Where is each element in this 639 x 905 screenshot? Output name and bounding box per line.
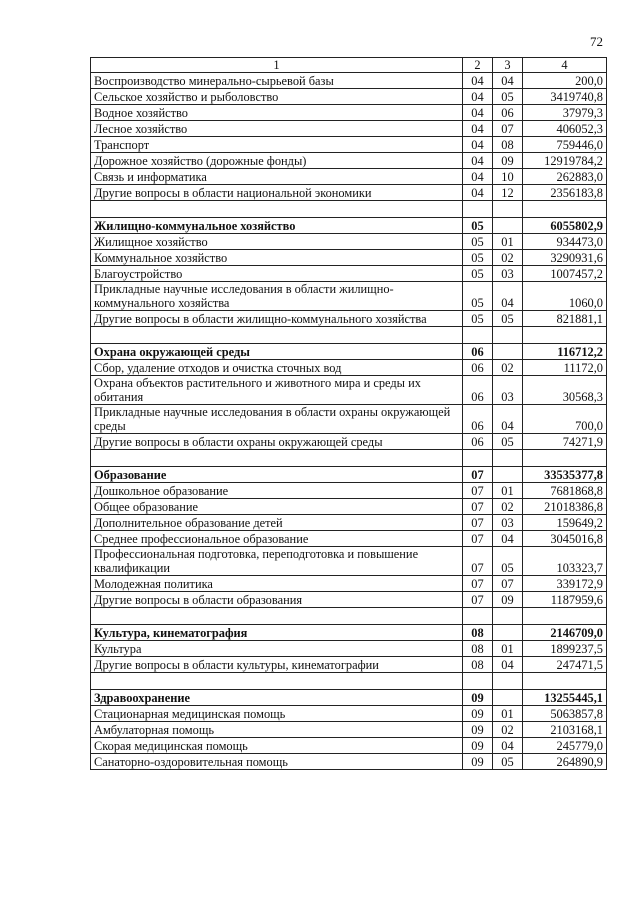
table-spacer-row xyxy=(91,201,607,218)
cell-section-code: 08 xyxy=(463,657,493,673)
empty-cell xyxy=(493,608,523,625)
cell-section-code: 04 xyxy=(463,137,493,153)
cell-amount: 3045016,8 xyxy=(523,531,607,547)
empty-cell xyxy=(493,673,523,690)
cell-section-code: 05 xyxy=(463,218,493,234)
table-row xyxy=(91,592,607,608)
cell-section-code: 04 xyxy=(463,169,493,185)
cell-subsection-code xyxy=(493,690,523,706)
cell-section-code: 05 xyxy=(463,282,493,311)
cell-section-code: 07 xyxy=(463,547,493,576)
table-row xyxy=(91,531,607,547)
table-row xyxy=(91,360,607,376)
cell-subsection-code: 08 xyxy=(493,137,523,153)
cell-section-code: 08 xyxy=(463,625,493,641)
cell-name: Молодежная политика xyxy=(91,576,463,592)
table-row xyxy=(91,153,607,169)
cell-section-code: 09 xyxy=(463,754,493,770)
cell-subsection-code: 05 xyxy=(493,547,523,576)
cell-name: Стационарная медицинская помощь xyxy=(91,706,463,722)
cell-amount: 6055802,9 xyxy=(523,218,607,234)
cell-amount: 759446,0 xyxy=(523,137,607,153)
cell-section-code: 07 xyxy=(463,483,493,499)
cell-section-code: 06 xyxy=(463,405,493,434)
table-row xyxy=(91,754,607,770)
empty-cell xyxy=(463,673,493,690)
cell-amount: 74271,9 xyxy=(523,434,607,450)
cell-name: Прикладные научные исследования в области охраны окружающей среды xyxy=(91,405,463,434)
table-spacer-row xyxy=(91,327,607,344)
cell-name: Сбор, удаление отходов и очистка сточных вод xyxy=(91,360,463,376)
table-row xyxy=(91,376,607,405)
cell-subsection-code: 03 xyxy=(493,266,523,282)
cell-subsection-code: 06 xyxy=(493,105,523,121)
cell-subsection-code: 02 xyxy=(493,499,523,515)
cell-subsection-code xyxy=(493,467,523,483)
cell-amount: 12919784,2 xyxy=(523,153,607,169)
section-row xyxy=(91,467,607,483)
cell-amount: 406052,3 xyxy=(523,121,607,137)
cell-section-code: 07 xyxy=(463,467,493,483)
table-row xyxy=(91,311,607,327)
empty-cell xyxy=(91,201,463,218)
cell-name: Общее образование xyxy=(91,499,463,515)
cell-subsection-code: 03 xyxy=(493,376,523,405)
header-col-section: 2 xyxy=(463,58,493,73)
table-row xyxy=(91,483,607,499)
cell-name: Здравоохранение xyxy=(91,690,463,706)
cell-section-code: 06 xyxy=(463,360,493,376)
cell-amount: 264890,9 xyxy=(523,754,607,770)
cell-subsection-code: 02 xyxy=(493,722,523,738)
cell-name: Скорая медицинская помощь xyxy=(91,738,463,754)
cell-amount: 159649,2 xyxy=(523,515,607,531)
table-row xyxy=(91,722,607,738)
cell-subsection-code: 09 xyxy=(493,153,523,169)
cell-amount: 245779,0 xyxy=(523,738,607,754)
table-row xyxy=(91,641,607,657)
cell-section-code: 07 xyxy=(463,499,493,515)
table-row xyxy=(91,105,607,121)
cell-amount: 11172,0 xyxy=(523,360,607,376)
cell-section-code: 07 xyxy=(463,576,493,592)
table-row xyxy=(91,499,607,515)
section-row xyxy=(91,218,607,234)
cell-amount: 21018386,8 xyxy=(523,499,607,515)
table-row xyxy=(91,185,607,201)
cell-amount: 13255445,1 xyxy=(523,690,607,706)
header-col-name: 1 xyxy=(91,58,463,73)
cell-section-code: 05 xyxy=(463,234,493,250)
budget-table xyxy=(90,57,607,770)
cell-section-code: 05 xyxy=(463,266,493,282)
cell-name: Охрана объектов растительного и животного мира и среды их обитания xyxy=(91,376,463,405)
empty-cell xyxy=(463,608,493,625)
header-col-amount: 4 xyxy=(523,58,607,73)
cell-name: Водное хозяйство xyxy=(91,105,463,121)
table-header-row xyxy=(91,58,607,73)
empty-cell xyxy=(463,201,493,218)
cell-amount: 3419740,8 xyxy=(523,89,607,105)
cell-name: Транспорт xyxy=(91,137,463,153)
cell-section-code: 04 xyxy=(463,153,493,169)
table-row xyxy=(91,250,607,266)
cell-name: Жилищно-коммунальное хозяйство xyxy=(91,218,463,234)
cell-name: Охрана окружающей среды xyxy=(91,344,463,360)
cell-section-code: 04 xyxy=(463,73,493,89)
cell-subsection-code: 07 xyxy=(493,121,523,137)
cell-section-code: 04 xyxy=(463,89,493,105)
cell-amount: 247471,5 xyxy=(523,657,607,673)
cell-amount: 1060,0 xyxy=(523,282,607,311)
cell-subsection-code: 04 xyxy=(493,405,523,434)
cell-amount: 821881,1 xyxy=(523,311,607,327)
empty-cell xyxy=(493,201,523,218)
table-body xyxy=(91,73,607,770)
cell-section-code: 08 xyxy=(463,641,493,657)
empty-cell xyxy=(463,327,493,344)
table-row xyxy=(91,547,607,576)
cell-name: Коммунальное хозяйство xyxy=(91,250,463,266)
cell-section-code: 06 xyxy=(463,376,493,405)
cell-subsection-code: 01 xyxy=(493,234,523,250)
cell-subsection-code: 05 xyxy=(493,89,523,105)
empty-cell xyxy=(91,450,463,467)
cell-name: Культура xyxy=(91,641,463,657)
cell-section-code: 04 xyxy=(463,121,493,137)
table-row xyxy=(91,434,607,450)
cell-subsection-code xyxy=(493,344,523,360)
empty-cell xyxy=(523,450,607,467)
header-col-subsection: 3 xyxy=(493,58,523,73)
cell-amount: 262883,0 xyxy=(523,169,607,185)
cell-name: Амбулаторная помощь xyxy=(91,722,463,738)
empty-cell xyxy=(493,450,523,467)
cell-section-code: 04 xyxy=(463,105,493,121)
cell-name: Лесное хозяйство xyxy=(91,121,463,137)
cell-subsection-code: 04 xyxy=(493,531,523,547)
cell-subsection-code: 04 xyxy=(493,657,523,673)
cell-subsection-code xyxy=(493,218,523,234)
cell-subsection-code: 03 xyxy=(493,515,523,531)
cell-name: Другие вопросы в области национальной экономики xyxy=(91,185,463,201)
cell-name: Другие вопросы в области образования xyxy=(91,592,463,608)
table-row xyxy=(91,169,607,185)
cell-amount: 2356183,8 xyxy=(523,185,607,201)
cell-amount: 1007457,2 xyxy=(523,266,607,282)
cell-amount: 3290931,6 xyxy=(523,250,607,266)
cell-section-code: 09 xyxy=(463,706,493,722)
cell-subsection-code: 02 xyxy=(493,250,523,266)
cell-amount: 200,0 xyxy=(523,73,607,89)
cell-name: Дополнительное образование детей xyxy=(91,515,463,531)
cell-subsection-code: 01 xyxy=(493,641,523,657)
cell-section-code: 06 xyxy=(463,434,493,450)
cell-section-code: 09 xyxy=(463,722,493,738)
empty-cell xyxy=(523,673,607,690)
cell-section-code: 06 xyxy=(463,344,493,360)
cell-amount: 33535377,8 xyxy=(523,467,607,483)
table-row xyxy=(91,405,607,434)
cell-section-code: 05 xyxy=(463,250,493,266)
cell-amount: 2146709,0 xyxy=(523,625,607,641)
table-row xyxy=(91,73,607,89)
table-row xyxy=(91,576,607,592)
cell-section-code: 09 xyxy=(463,690,493,706)
cell-name: Другие вопросы в области охраны окружающей среды xyxy=(91,434,463,450)
cell-name: Воспроизводство минерально-сырьевой базы xyxy=(91,73,463,89)
page-number: 72 xyxy=(590,34,603,49)
table-row xyxy=(91,657,607,673)
table-spacer-row xyxy=(91,450,607,467)
cell-amount: 116712,2 xyxy=(523,344,607,360)
cell-name: Культура, кинематография xyxy=(91,625,463,641)
table-row xyxy=(91,266,607,282)
section-row xyxy=(91,690,607,706)
cell-section-code: 07 xyxy=(463,515,493,531)
cell-section-code: 05 xyxy=(463,311,493,327)
cell-name: Сельское хозяйство и рыболовство xyxy=(91,89,463,105)
section-row xyxy=(91,344,607,360)
cell-subsection-code xyxy=(493,625,523,641)
table-row xyxy=(91,515,607,531)
cell-name: Дорожное хозяйство (дорожные фонды) xyxy=(91,153,463,169)
cell-subsection-code: 01 xyxy=(493,706,523,722)
cell-subsection-code: 04 xyxy=(493,73,523,89)
table-row xyxy=(91,738,607,754)
cell-name: Жилищное хозяйство xyxy=(91,234,463,250)
cell-name: Дошкольное образование xyxy=(91,483,463,499)
table-spacer-row xyxy=(91,673,607,690)
cell-amount: 700,0 xyxy=(523,405,607,434)
cell-name: Прикладные научные исследования в области жилищно-коммунального хозяйства xyxy=(91,282,463,311)
cell-name: Другие вопросы в области культуры, кинематографии xyxy=(91,657,463,673)
cell-subsection-code: 12 xyxy=(493,185,523,201)
cell-name: Благоустройство xyxy=(91,266,463,282)
table-row xyxy=(91,137,607,153)
empty-cell xyxy=(91,673,463,690)
cell-amount: 339172,9 xyxy=(523,576,607,592)
cell-name: Среднее профессиональное образование xyxy=(91,531,463,547)
cell-amount: 103323,7 xyxy=(523,547,607,576)
cell-amount: 1899237,5 xyxy=(523,641,607,657)
table-row xyxy=(91,706,607,722)
empty-cell xyxy=(463,450,493,467)
cell-amount: 5063857,8 xyxy=(523,706,607,722)
cell-subsection-code: 04 xyxy=(493,282,523,311)
cell-section-code: 07 xyxy=(463,531,493,547)
table-row xyxy=(91,89,607,105)
cell-subsection-code: 02 xyxy=(493,360,523,376)
cell-subsection-code: 07 xyxy=(493,576,523,592)
section-row xyxy=(91,625,607,641)
cell-subsection-code: 09 xyxy=(493,592,523,608)
cell-subsection-code: 05 xyxy=(493,434,523,450)
cell-amount: 30568,3 xyxy=(523,376,607,405)
empty-cell xyxy=(523,201,607,218)
cell-section-code: 07 xyxy=(463,592,493,608)
cell-name: Санаторно-оздоровительная помощь xyxy=(91,754,463,770)
table-row xyxy=(91,121,607,137)
cell-subsection-code: 10 xyxy=(493,169,523,185)
cell-name: Профессиональная подготовка, переподготовка и повышение квалификации xyxy=(91,547,463,576)
cell-amount: 37979,3 xyxy=(523,105,607,121)
table-spacer-row xyxy=(91,608,607,625)
empty-cell xyxy=(91,327,463,344)
cell-name: Связь и информатика xyxy=(91,169,463,185)
table-row xyxy=(91,282,607,311)
table-row xyxy=(91,234,607,250)
cell-subsection-code: 04 xyxy=(493,738,523,754)
empty-cell xyxy=(91,608,463,625)
cell-subsection-code: 01 xyxy=(493,483,523,499)
cell-amount: 934473,0 xyxy=(523,234,607,250)
cell-amount: 1187959,6 xyxy=(523,592,607,608)
cell-subsection-code: 05 xyxy=(493,754,523,770)
cell-section-code: 04 xyxy=(463,185,493,201)
cell-section-code: 09 xyxy=(463,738,493,754)
cell-subsection-code: 05 xyxy=(493,311,523,327)
cell-name: Образование xyxy=(91,467,463,483)
empty-cell xyxy=(493,327,523,344)
cell-amount: 2103168,1 xyxy=(523,722,607,738)
empty-cell xyxy=(523,608,607,625)
cell-name: Другие вопросы в области жилищно-коммунального хозяйства xyxy=(91,311,463,327)
empty-cell xyxy=(523,327,607,344)
cell-amount: 7681868,8 xyxy=(523,483,607,499)
